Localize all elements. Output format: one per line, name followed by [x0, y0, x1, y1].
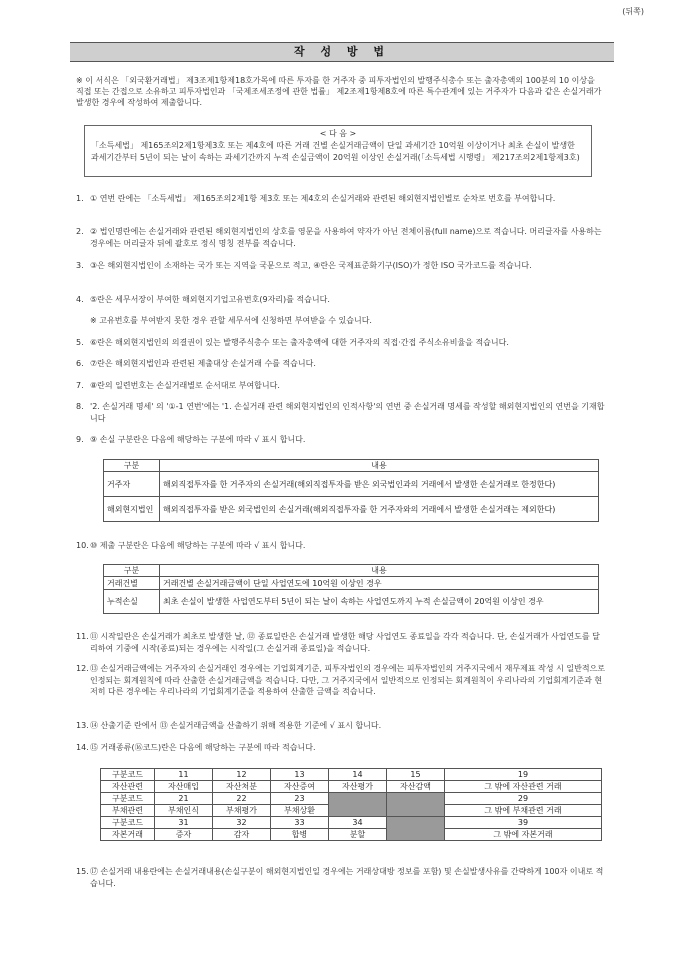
name-cell: 자산평가 — [329, 781, 387, 793]
item-text: ⑬ 손실거래금액에는 거주자의 손실거래인 경우에는 기업회계기준, 피투자법인의 경우에는 피투자법인의 거주지국에서 재무제표 작성 시 일반적으로 인정되는 회계원칙에 따라 산출한 손실거래금액을 적습니다. 다만, 그 거주지국에서 일반적으로 인정되는 회계원칙이 우리나라의 기업회계기준과 현저히 다른 경우에는 우리나라의 기업회계기준을 적용하여 산출한 금액을 적습니다. — [90, 664, 606, 696]
item-text: ② 법인명란에는 손실거래와 관련된 해외현지법인의 상호를 영문을 사용하여 약자가 아닌 전체이름(full name)으로 적습니다. 머리글자를 사용하는 경우에는 머리글자 뒤에 괄호로 정식 명칭 전부를 적습니다. — [90, 227, 602, 248]
code-cell: 29 — [445, 793, 602, 805]
instruction-item-1 — [76, 193, 606, 205]
item-text: ⑦란은 해외현지법인과 관련된 제출대상 손실거래 수를 적습니다. — [90, 359, 316, 368]
code-cell: 15 — [387, 769, 445, 781]
category-label: 부채관련 — [101, 805, 155, 817]
instruction-item-9 — [76, 434, 606, 446]
category-label: 자산관련 — [101, 781, 155, 793]
item-text: ⑮ 거래종류(⑯코드)란은 다음에 해당하는 구분에 따라 적습니다. — [90, 743, 316, 752]
submit-type-table — [103, 564, 599, 614]
name-cell: 합병 — [271, 829, 329, 841]
transaction-code-table — [100, 768, 602, 841]
item-text: ※ 고유번호를 부여받지 못한 경우 관할 세무서에 신청하면 부여받을 수 있습니다. — [90, 316, 372, 325]
code-cell: 11 — [155, 769, 213, 781]
table-header-row — [104, 565, 599, 577]
item-number: 1. — [76, 194, 84, 203]
name-cell: 그 밖에 부채관련 거래 — [445, 805, 602, 817]
item-number: 11. — [76, 632, 89, 641]
code-label: 구분코드 — [101, 817, 155, 829]
empty-shaded-cell — [329, 793, 387, 817]
table-row — [104, 497, 599, 522]
instruction-item-8 — [76, 401, 606, 424]
loss-type-table — [103, 459, 599, 522]
name-cell: 자산증여 — [271, 781, 329, 793]
intro-note: ※ 이 서식은 「외국환거래법」 제3조제1항제18호가목에 따른 투자를 한 거주자 중 피투자법인의 발행주식총수 또는 출자총액의 100분의 10 이상을 직접 또는 간접으로 소유하고 피투자법인과 「국제조세조정에 관한 법률」 제2조제1항제8호에 따른 특수관계에 있는 거주자가 다음과 같은 손실거래가 발생한 경우에 작성하여 제출합니다. — [76, 76, 602, 107]
item-number: 13. — [76, 721, 89, 730]
table-cell: 해외현지법인 — [104, 497, 160, 522]
item-number: 10. — [76, 541, 89, 550]
instruction-item-12 — [76, 663, 606, 698]
code-cell: 14 — [329, 769, 387, 781]
item-number: 3. — [76, 261, 84, 270]
page-title: 작 성 방 법 — [70, 42, 614, 62]
table-header-cell: 구분 — [104, 460, 160, 472]
item-number: 7. — [76, 381, 84, 390]
item-text: '2. 손실거래 명세' 의 '①-1 연번'에는 '1. 손실거래 관련 해외현지법인의 인적사항'의 연번 중 손실거래 명세를 작성할 해외현지법인의 연번을 기재합니다 — [90, 402, 605, 423]
code-cell: 34 — [329, 817, 387, 829]
instruction-item-3 — [76, 260, 606, 272]
instruction-item-7 — [76, 380, 606, 392]
code-row — [101, 769, 602, 781]
instruction-item-5 — [76, 337, 606, 349]
table-header-cell: 내용 — [160, 565, 599, 577]
name-cell: 분할 — [329, 829, 387, 841]
name-cell: 감자 — [213, 829, 271, 841]
code-cell: 19 — [445, 769, 602, 781]
name-cell: 자산감액 — [387, 781, 445, 793]
item-text: ⑥란은 해외현지법인의 의결권이 있는 발행주식총수 또는 출자총액에 대한 거주자의 직접·간접 주식소유비율을 적습니다. — [90, 338, 509, 347]
item-number: 12. — [76, 664, 89, 673]
code-label: 구분코드 — [101, 769, 155, 781]
name-row — [101, 781, 602, 793]
criteria-box-heading: < 다 음 > — [319, 129, 357, 138]
criteria-box-body: 「소득세법」 제165조의2제1항제3호 또는 제4호에 따른 거래 건별 손실거래금액이 단일 과세기간 10억원 이상이거나 최초 손실이 발생한 과세기간부터 5년이 되는 날이 속하는 과세기간까지 누적 손실금액이 20억원 이상인 손실거래(「소득세법 시행령」 제217조의2제1항제3호) — [91, 141, 580, 162]
code-cell: 21 — [155, 793, 213, 805]
name-row — [101, 829, 602, 841]
code-row — [101, 793, 602, 805]
name-cell: 부채인식 — [155, 805, 213, 817]
table-cell: 거래건별 손실거래금액이 단일 사업연도에 10억원 이상인 경우 — [160, 577, 599, 590]
name-cell: 자산처분 — [213, 781, 271, 793]
empty-shaded-cell — [387, 817, 445, 841]
instruction-item-15 — [76, 866, 606, 889]
table-cell: 해외직접투자를 한 거주자의 손실거래(해외직접투자를 받은 외국법인과의 거래에서 발생한 손실거래로 한정한다) — [160, 472, 599, 497]
item-text: ⑪ 시작일란은 손실거래가 최초로 발생한 날, ⑫ 종료일란은 손실거래 발생한 해당 사업연도 종료일을 각각 적습니다. 단, 손실거래가 사업연도를 달리하여 기중에 시작(종료)되는 경우에는 시작일(그 손실거래 종료일)을 적습니다. — [90, 632, 600, 653]
instruction-subnote-4 — [76, 315, 606, 327]
criteria-box — [84, 125, 592, 177]
table-cell: 누적손실 — [104, 590, 160, 614]
empty-shaded-cell — [387, 793, 445, 817]
code-label: 구분코드 — [101, 793, 155, 805]
code-row — [101, 817, 602, 829]
table-cell: 거주자 — [104, 472, 160, 497]
code-cell: 13 — [271, 769, 329, 781]
name-cell: 자산매입 — [155, 781, 213, 793]
code-cell: 39 — [445, 817, 602, 829]
item-number: 14. — [76, 743, 89, 752]
table-cell: 최초 손실이 발생한 사업연도부터 5년이 되는 날이 속하는 사업연도까지 누적 손실금액이 20억원 이상인 경우 — [160, 590, 599, 614]
instruction-item-14 — [76, 742, 606, 754]
instruction-item-11 — [76, 631, 606, 654]
table-header-cell: 내용 — [160, 460, 599, 472]
table-row — [104, 577, 599, 590]
name-cell: 증자 — [155, 829, 213, 841]
code-cell: 23 — [271, 793, 329, 805]
name-cell: 그 밖에 자본거래 — [445, 829, 602, 841]
item-text: ③은 해외현지법인이 소재하는 국가 또는 지역을 국문으로 적고, ④란은 국제표준화기구(ISO)가 정한 ISO 국가코드를 적습니다. — [90, 261, 532, 270]
table-cell: 거래건별 — [104, 577, 160, 590]
code-cell: 22 — [213, 793, 271, 805]
table-header-row — [104, 460, 599, 472]
name-cell: 부채상환 — [271, 805, 329, 817]
code-cell: 33 — [271, 817, 329, 829]
item-text: ⑰ 손실거래 내용란에는 손실거래내용(손실구분이 해외현지법인일 경우에는 거래상대방 정보를 포함) 및 손실발생사유를 간략하게 100자 이내로 적습니다. — [90, 867, 604, 888]
item-text: ⑨ 손실 구분란은 다음에 해당하는 구분에 따라 √ 표시 합니다. — [90, 435, 306, 444]
instruction-item-10 — [76, 540, 606, 552]
item-number: 5. — [76, 338, 84, 347]
item-text: ① 연번 란에는 「소득세법」 제165조의2제1항 제3호 또는 제4호의 손실거래와 관련된 해외현지법인별로 순차로 번호를 부여합니다. — [90, 194, 556, 203]
table-header-cell: 구분 — [104, 565, 160, 577]
item-text: ⑭ 산출기준 란에서 ⑬ 손실거래금액을 산출하기 위해 적용한 기준에 √ 표시 합니다. — [90, 721, 382, 730]
item-number: 4. — [76, 295, 84, 304]
code-cell: 32 — [213, 817, 271, 829]
name-cell: 그 밖에 자산관련 거래 — [445, 781, 602, 793]
page-side-marker: (뒤쪽) — [622, 7, 644, 16]
name-cell: 부채평가 — [213, 805, 271, 817]
item-text: ⑩ 제출 구분란은 다음에 해당하는 구분에 따라 √ 표시 합니다. — [90, 541, 306, 550]
item-text: ⑧란의 일련번호는 손실거래별로 순서대로 부여합니다. — [90, 381, 280, 390]
item-number: 6. — [76, 359, 84, 368]
table-cell: 해외직접투자를 받은 외국법인의 손실거래(해외직접투자를 한 거주자와의 거래에서 발생한 손실거래는 제외한다) — [160, 497, 599, 522]
category-label: 자본거래 — [101, 829, 155, 841]
item-number: 9. — [76, 435, 84, 444]
item-number: 15. — [76, 867, 89, 876]
item-text: ⑤란은 세무서장이 부여한 해외현지기업고유번호(9자리)를 적습니다. — [90, 295, 330, 304]
instruction-item-6 — [76, 358, 606, 370]
code-cell: 12 — [213, 769, 271, 781]
instruction-item-4 — [76, 294, 606, 306]
table-row — [104, 590, 599, 614]
code-cell: 31 — [155, 817, 213, 829]
instruction-item-13 — [76, 720, 606, 732]
item-number: 2. — [76, 227, 84, 236]
instruction-item-2 — [76, 226, 606, 249]
table-row — [104, 472, 599, 497]
item-number: 8. — [76, 402, 84, 411]
